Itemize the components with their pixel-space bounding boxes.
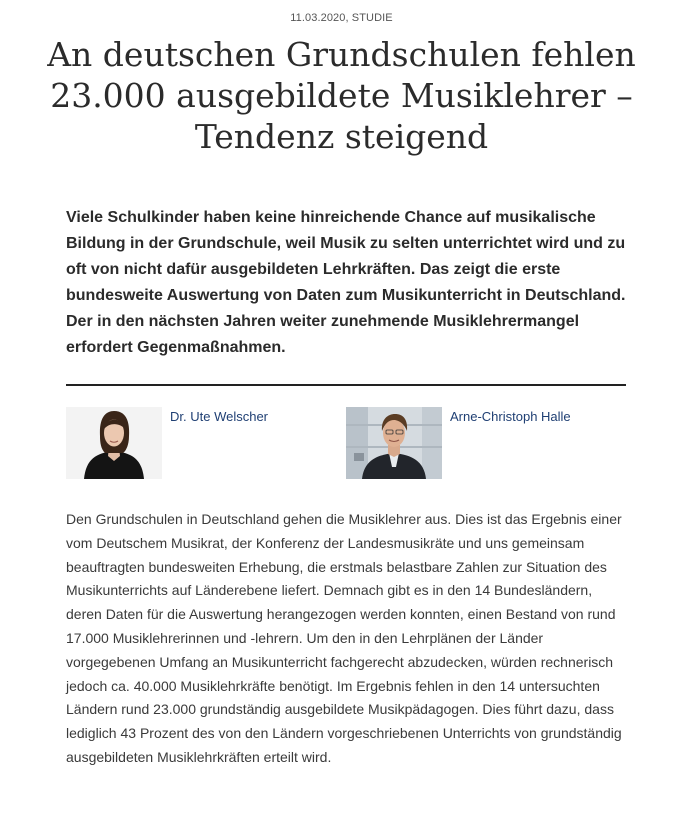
article-body: Den Grundschulen in Deutschland gehen die Musiklehrer aus. Dies ist das Ergebnis einer vom Deutschem Musikrat, der Konferenz der Landesmusikräte und uns gemeinsam beauftragten bundesweiten Erhebung, die erstmals belastbare Zahlen zur Situation des Musikunterrichts auf Länderebene liefert. Demnach gibt es in den 14 Bundesländern, deren Daten für die Auswertung herangezogen werden konnten, einen Bestand von rund 17.000 Musiklehrerinnen und -lehrern. Um den in den Lehrplänen der Länder vorgegebenen Umfang an Musikunterricht fachgerecht abzudecken, würden rechnerisch jedoch ca. 40.000 Musiklehrkräfte benötigt. Im Ergebnis fehlen in den 14 untersuchten Ländern rund 23.000 grundständig ausgebildete Musikpädagogen. Dies führt dazu, dass lediglich 43 Prozent des von den Ländern vorgeschriebenen Unterrichts von grundständig ausgebildeten Musiklehrkräften erteilt wird. [66, 511, 622, 765]
article-lead: Viele Schulkinder haben keine hinreichende Chance auf musikalische Bildung in der Grundschule, weil Musik zu selten unterrichtet wird und zu oft von nicht dafür ausgebildeten Lehrkräften. Das zeigt die erste bundesweite Auswertung von Daten zum Musikunterricht in Deutschland. Der in den nächsten Jahren weiter zunehmende Musiklehrermangel erfordert Gegenmaßnahmen. [66, 209, 626, 356]
article-title: An deutschen Grundschulen fehlen 23.000 ausgebildete Musiklehrer – Tendenz steigend [47, 35, 636, 156]
author-photo [346, 407, 442, 479]
author-name-link[interactable]: Arne-Christoph Halle [450, 409, 571, 424]
divider [66, 384, 626, 386]
author-name-link[interactable]: Dr. Ute Welscher [170, 409, 269, 424]
author-photo [66, 407, 162, 479]
article-meta: 11.03.2020, STUDIE [290, 12, 393, 24]
